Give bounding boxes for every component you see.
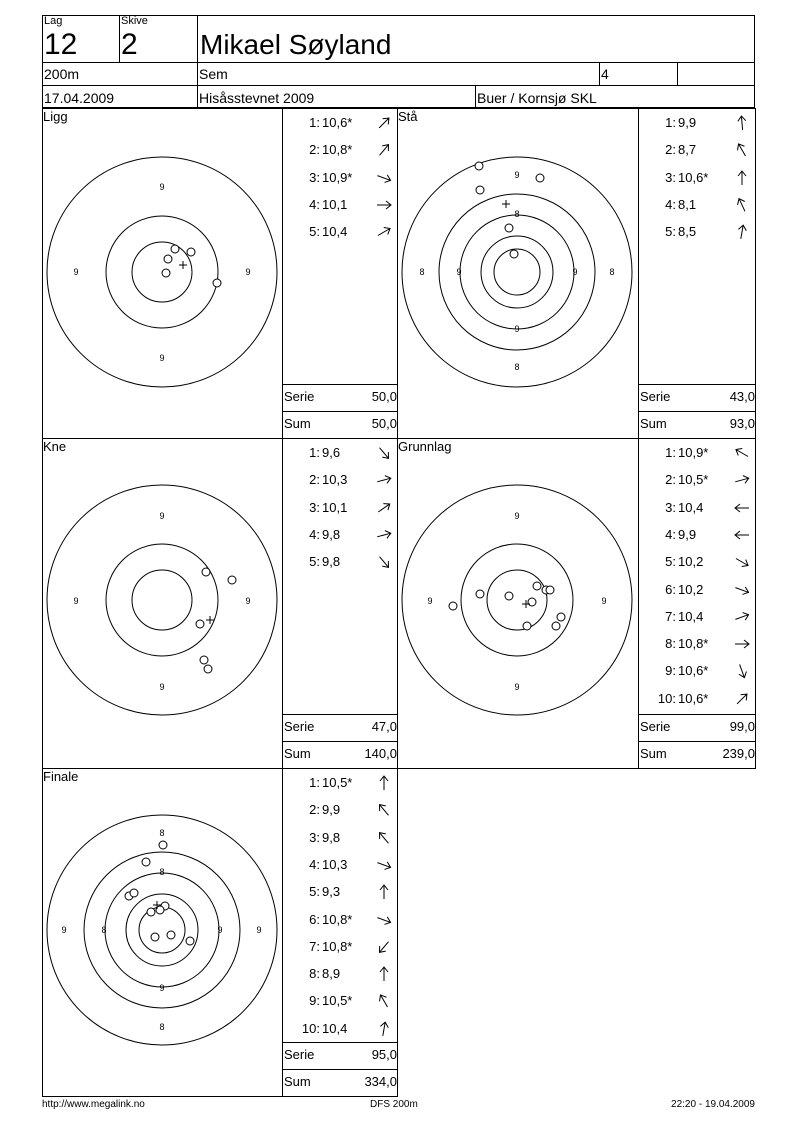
serie-label: Serie (284, 1047, 315, 1062)
shot-score: 9,6 (322, 445, 341, 460)
shot-number: 6: (665, 581, 676, 597)
sum-label: Sum (284, 416, 311, 431)
lag-label: Lag (44, 15, 63, 27)
direction-arrow-icon (375, 196, 393, 214)
direction-arrow-icon (733, 581, 751, 599)
shot-number: 5: (309, 554, 320, 570)
direction-arrow-icon (733, 690, 751, 708)
ring-label: 9 (61, 925, 67, 935)
target-panel (42, 768, 283, 1097)
shot-score: 9,9 (678, 115, 697, 130)
shot-score: 9,8 (322, 829, 341, 845)
shooter-name: Mikael Søyland (200, 29, 392, 60)
shot-number: 9: (665, 663, 676, 679)
shot-score: 10,6* (678, 169, 709, 185)
direction-arrow-icon (733, 526, 751, 544)
divider (282, 1042, 397, 1043)
ring-label: 8 (101, 925, 107, 935)
sum-value: 140,0 (364, 746, 397, 761)
target-panel (397, 108, 639, 439)
distance: 200m (44, 66, 80, 82)
shot-score: 9,8 (322, 526, 341, 542)
shot-score: 9,8 (322, 554, 341, 570)
ring-label: 9 (572, 267, 578, 277)
event-name: Hisåsstevnet 2009 (199, 90, 315, 106)
direction-arrow-icon (375, 141, 393, 159)
shot-number: 2: (309, 472, 320, 488)
ring-label: 8 (159, 1022, 165, 1032)
direction-arrow-icon (375, 223, 393, 241)
shot-number: 3: (309, 169, 320, 185)
direction-arrow-icon (375, 938, 393, 956)
shot-score: 10,3 (322, 856, 348, 872)
shot-number: 7: (309, 938, 320, 954)
direction-arrow-icon (375, 992, 393, 1010)
shot-score: 10,3 (322, 472, 348, 488)
shot-score: 10,5* (322, 993, 353, 1009)
skive-label: Skive (121, 15, 148, 27)
shot-number: 3: (665, 499, 676, 515)
shot-score: 10,4 (322, 1020, 348, 1036)
shot-number: 2: (309, 802, 320, 818)
shot-number: 4: (665, 196, 676, 212)
shot-score: 10,1 (322, 499, 348, 515)
shot-number: 5: (665, 224, 676, 240)
serie-label: Serie (640, 389, 671, 404)
shot-number: 8: (665, 636, 676, 652)
shot-score: 8,5 (678, 224, 697, 240)
shot-number: 1: (309, 775, 320, 790)
direction-arrow-icon (733, 114, 751, 132)
shot-score: 10,8* (322, 938, 353, 954)
shot-score: 10,5* (678, 472, 709, 488)
skive-value: 2 (121, 28, 138, 61)
serie-label: Serie (640, 719, 671, 734)
shot-number: 3: (309, 499, 320, 515)
shot-score: 10,6* (322, 115, 353, 130)
divider (638, 714, 755, 715)
ring-label: 9 (73, 596, 79, 606)
direction-arrow-icon (733, 635, 751, 653)
shot-number: 6: (309, 911, 320, 927)
ring-label: 8 (514, 362, 520, 372)
ring-label: 9 (427, 596, 433, 606)
shot-score: 10,8* (322, 142, 353, 158)
direction-arrow-icon (375, 444, 393, 462)
sum-label: Sum (640, 416, 667, 431)
direction-arrow-icon (375, 499, 393, 517)
direction-arrow-icon (733, 169, 751, 187)
direction-arrow-icon (375, 829, 393, 847)
serie-label: Serie (284, 389, 315, 404)
ring-label: 9 (514, 682, 520, 692)
lag-value: 12 (44, 28, 78, 61)
direction-arrow-icon (733, 196, 751, 214)
direction-arrow-icon (733, 662, 751, 680)
shot-number: 7: (665, 608, 676, 624)
shot-number: 4: (309, 526, 320, 542)
ring-label: 8 (419, 267, 425, 277)
direction-arrow-icon (375, 911, 393, 929)
ring-label: 9 (514, 511, 520, 521)
divider (282, 714, 397, 715)
ring-label: 8 (159, 828, 165, 838)
shot-score: 10,1 (322, 196, 348, 212)
shot-number: 2: (309, 142, 320, 158)
target-panel (397, 438, 639, 769)
ring-label: 9 (245, 267, 251, 277)
shot-number: 5: (309, 224, 320, 240)
shot-number: 10: (657, 690, 676, 706)
shot-number: 4: (309, 856, 320, 872)
shot-number: 1: (309, 445, 320, 460)
direction-arrow-icon (375, 883, 393, 901)
shot-score: 10,8* (322, 911, 353, 927)
divider (638, 411, 755, 412)
shot-number: 3: (665, 169, 676, 185)
club: Sem (199, 66, 228, 82)
ring-label: 9 (159, 511, 165, 521)
direction-arrow-icon (375, 471, 393, 489)
shot-number: 2: (665, 472, 676, 488)
shot-number: 2: (665, 142, 676, 158)
date: 17.04.2009 (44, 90, 115, 106)
serie-value: 43,0 (729, 389, 755, 404)
footer-printed: 22:20 - 19.04.2009 (671, 1099, 755, 1110)
ring-label: 9 (217, 925, 223, 935)
ring-label: 9 (159, 682, 165, 692)
ring-label: 8 (514, 209, 520, 219)
divider (282, 384, 397, 385)
divider (638, 384, 755, 385)
sum-label: Sum (284, 746, 311, 761)
direction-arrow-icon (733, 553, 751, 571)
direction-arrow-icon (375, 1020, 393, 1038)
ring-label: 9 (159, 983, 165, 993)
range-name: Buer / Kornsjø SKL (477, 90, 597, 106)
ring-label: 9 (159, 353, 165, 363)
sum-label: Sum (640, 746, 667, 761)
serie-value: 95,0 (371, 1047, 397, 1062)
shot-score: 8,7 (678, 142, 697, 158)
shot-number: 1: (665, 445, 676, 460)
shot-score: 10,4 (322, 224, 348, 240)
shot-number: 1: (309, 115, 320, 130)
shot-number: 10: (301, 1020, 320, 1036)
section-title: Stå (398, 109, 418, 124)
ring-label: 9 (159, 182, 165, 192)
direction-arrow-icon (375, 965, 393, 983)
shot-score: 9,9 (678, 526, 697, 542)
ring-label: 8 (159, 867, 165, 877)
section-title: Grunnlag (398, 439, 452, 454)
class: 4 (601, 66, 609, 82)
ring-label: 8 (609, 267, 615, 277)
section-title: Kne (43, 439, 67, 454)
shot-score: 10,2 (678, 581, 704, 597)
ring-label: 9 (514, 324, 520, 334)
shot-score: 9,3 (322, 884, 341, 900)
direction-arrow-icon (375, 169, 393, 187)
footer-program: DFS 200m (370, 1099, 418, 1110)
shot-score: 10,6* (678, 690, 709, 706)
ring-label: 9 (245, 596, 251, 606)
shot-score: 10,9* (678, 445, 709, 460)
shot-number: 4: (665, 526, 676, 542)
shot-number: 8: (309, 966, 320, 982)
sum-value: 93,0 (729, 416, 755, 431)
sum-label: Sum (284, 1074, 311, 1089)
serie-value: 47,0 (371, 719, 397, 734)
direction-arrow-icon (733, 608, 751, 626)
shot-number: 5: (309, 884, 320, 900)
shot-score: 10,8* (678, 636, 709, 652)
sum-value: 239,0 (722, 746, 755, 761)
ring-label: 9 (601, 596, 607, 606)
divider (282, 1069, 397, 1070)
shot-score: 10,4 (678, 608, 704, 624)
ring-label: 9 (456, 267, 462, 277)
divider (282, 741, 397, 742)
direction-arrow-icon (733, 223, 751, 241)
direction-arrow-icon (375, 801, 393, 819)
direction-arrow-icon (375, 856, 393, 874)
shot-number: 4: (309, 196, 320, 212)
shot-score: 10,9* (322, 169, 353, 185)
target-panel (42, 438, 283, 769)
shot-score: 8,9 (322, 966, 341, 982)
ring-label: 9 (73, 267, 79, 277)
shot-score: 10,6* (678, 663, 709, 679)
serie-value: 50,0 (371, 389, 397, 404)
shot-number: 3: (309, 829, 320, 845)
section-title: Ligg (43, 109, 68, 124)
section-title: Finale (43, 769, 79, 784)
direction-arrow-icon (375, 114, 393, 132)
ring-label: 9 (256, 925, 262, 935)
sum-value: 50,0 (371, 416, 397, 431)
direction-arrow-icon (375, 526, 393, 544)
direction-arrow-icon (733, 141, 751, 159)
direction-arrow-icon (733, 444, 751, 462)
ring-label: 9 (514, 170, 520, 180)
shot-score: 10,4 (678, 499, 704, 515)
direction-arrow-icon (733, 499, 751, 517)
serie-value: 99,0 (729, 719, 755, 734)
sum-value: 334,0 (364, 1074, 397, 1089)
target-panel (42, 108, 283, 439)
shot-score: 10,5* (322, 775, 353, 790)
footer-url[interactable]: http://www.megalink.no (42, 1099, 145, 1110)
shot-number: 5: (665, 554, 676, 570)
shot-score: 8,1 (678, 196, 697, 212)
shot-score: 9,9 (322, 802, 341, 818)
shot-number: 9: (309, 993, 320, 1009)
divider (282, 411, 397, 412)
shot-score: 10,2 (678, 554, 704, 570)
direction-arrow-icon (375, 774, 393, 792)
serie-label: Serie (284, 719, 315, 734)
shot-number: 1: (665, 115, 676, 130)
direction-arrow-icon (733, 471, 751, 489)
divider (638, 741, 755, 742)
direction-arrow-icon (375, 553, 393, 571)
